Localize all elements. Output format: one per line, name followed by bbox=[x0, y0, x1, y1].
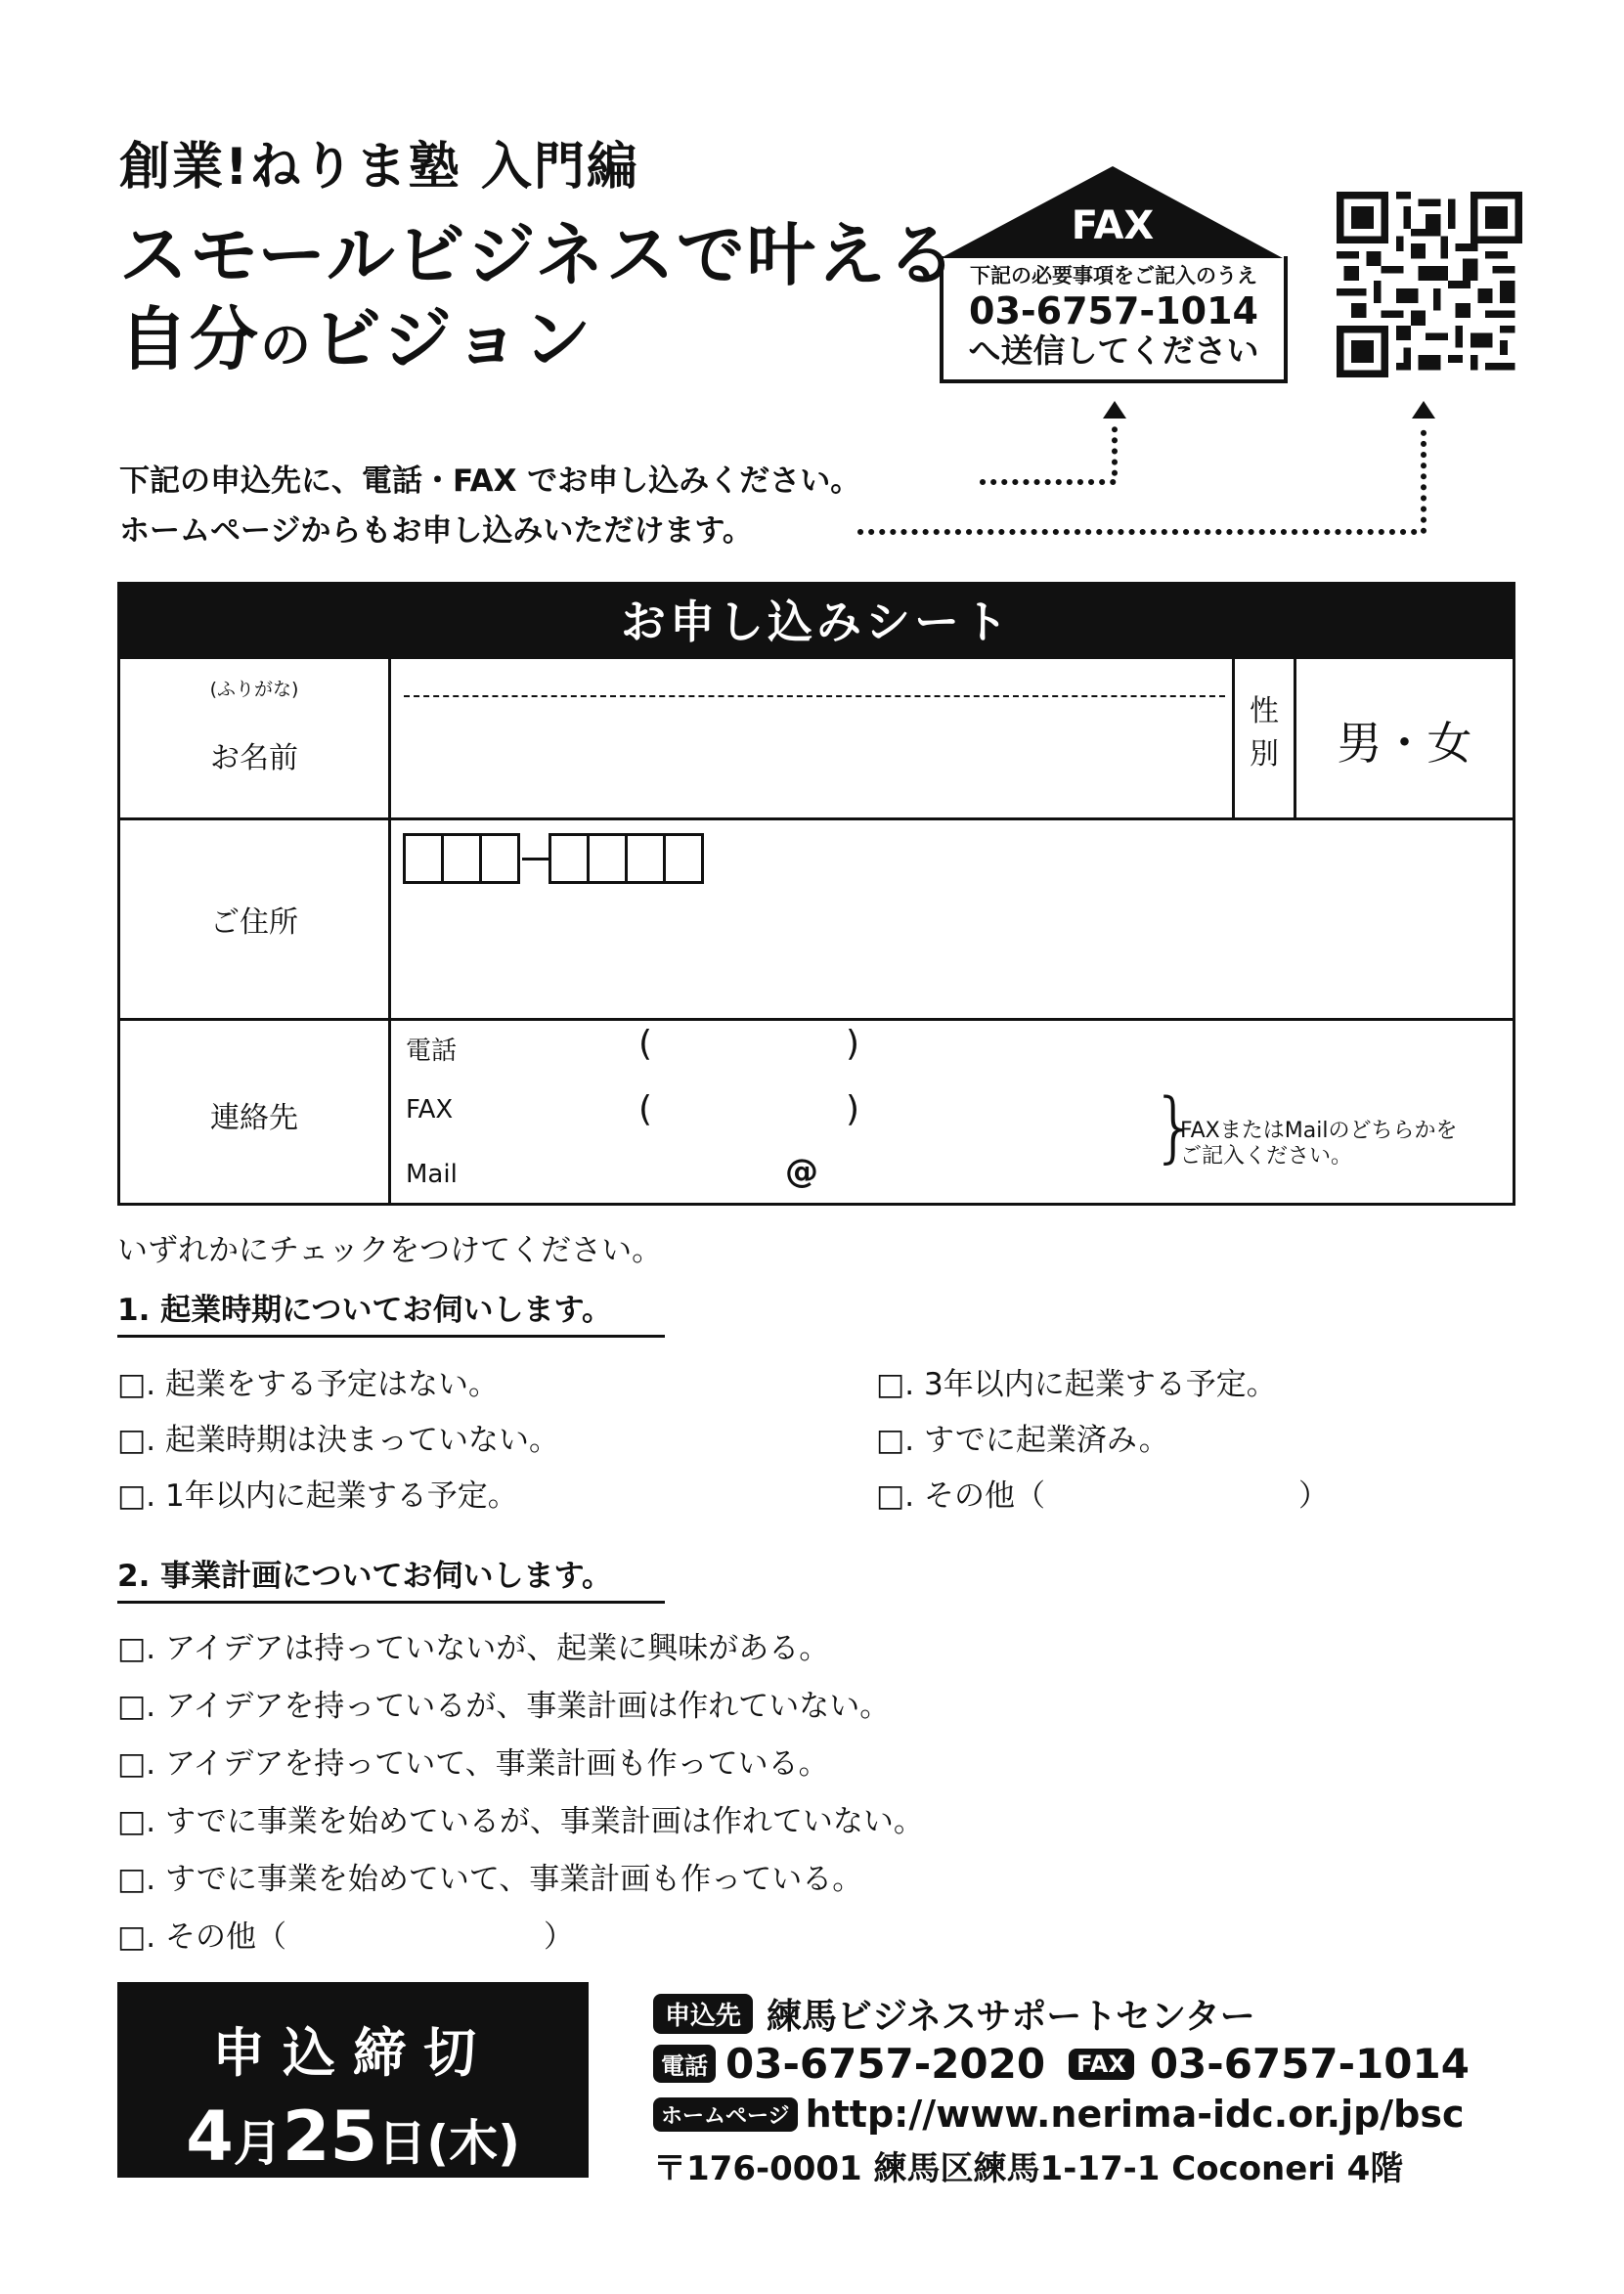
q2-option-2[interactable]: □. アイデアを持っているが、事業計画は作れていない。 bbox=[117, 1689, 891, 1724]
q1-option-2[interactable]: □. 起業時期は決まっていない。 bbox=[117, 1423, 559, 1458]
center-website-link[interactable]: http://www.nerima-idc.or.jp/bsc bbox=[805, 2093, 1465, 2136]
postal-box[interactable] bbox=[587, 833, 628, 884]
phone-label: 電話 bbox=[406, 1037, 458, 1066]
fax-tag: FAX bbox=[1069, 2049, 1134, 2080]
sub-title: 創業!ねりま塾 入門編 bbox=[119, 138, 639, 197]
gender-label-2: 別 bbox=[1250, 737, 1279, 772]
apply-row bbox=[653, 1989, 1255, 2039]
contact-label: 連絡先 bbox=[210, 1101, 298, 1135]
postal-box[interactable] bbox=[441, 833, 482, 884]
main-title-line-2-a: 自分 bbox=[119, 298, 260, 379]
address-label: ご住所 bbox=[210, 905, 298, 940]
row-divider-1 bbox=[120, 817, 1513, 820]
q1-option-6-close: ） bbox=[1298, 1478, 1329, 1514]
deadline-weekday: (木) bbox=[426, 2115, 520, 2172]
q1-option-1[interactable]: □. 起業をする予定はない。 bbox=[117, 1367, 499, 1402]
q1-option-6[interactable]: □. その他（ bbox=[876, 1478, 1045, 1514]
q1-option-4[interactable]: □. 3年以内に起業する予定。 bbox=[876, 1367, 1277, 1402]
web-row bbox=[653, 2093, 1465, 2136]
fax-input[interactable] bbox=[668, 1093, 840, 1132]
fax-callout-send: へ送信してください bbox=[968, 331, 1259, 370]
qr-code[interactable] bbox=[1337, 192, 1522, 377]
gender-choice[interactable]: 男・女 bbox=[1337, 717, 1472, 770]
q2-option-1[interactable]: □. アイデアは持っていないが、起業に興味がある。 bbox=[117, 1631, 830, 1666]
center-address: 〒176-0001 練馬区練馬1-17-1 Coconeri 4階 bbox=[653, 2149, 1404, 2188]
postal-box[interactable] bbox=[479, 833, 520, 884]
postal-dash bbox=[522, 858, 549, 860]
q2-option-3[interactable]: □. アイデアを持っていて、事業計画も作っている。 bbox=[117, 1746, 829, 1782]
contact-brace: } bbox=[1151, 1083, 1200, 1171]
phone-paren-close: ) bbox=[846, 1024, 860, 1064]
deadline-month: 4 bbox=[186, 2096, 234, 2177]
q1-option-5[interactable]: □. すでに起業済み。 bbox=[876, 1423, 1169, 1458]
q2-heading bbox=[117, 1551, 665, 1604]
postal-box[interactable] bbox=[403, 833, 444, 884]
fax-label: FAX bbox=[406, 1095, 454, 1125]
fax-callout-label: FAX bbox=[1071, 203, 1155, 248]
furigana-dashed-line bbox=[404, 695, 1225, 697]
contact-note-1: FAXまたはMailのどちらかを bbox=[1180, 1119, 1458, 1143]
main-title-line-2 bbox=[119, 297, 958, 388]
contact-note-2: ご記入ください。 bbox=[1180, 1144, 1353, 1169]
main-title bbox=[119, 213, 958, 388]
main-title-line-2-c: ビジョン bbox=[313, 298, 593, 379]
phone-fax-row bbox=[653, 2040, 1470, 2088]
deadline-date bbox=[117, 2096, 589, 2177]
phone-paren-open: ( bbox=[638, 1024, 653, 1064]
postal-box[interactable] bbox=[549, 833, 590, 884]
contact-note bbox=[1180, 1119, 1457, 1169]
apply-tag: 申込先 bbox=[653, 1994, 753, 2034]
phone-input[interactable] bbox=[668, 1031, 840, 1070]
dotted-arrow-to-fax bbox=[983, 422, 1115, 482]
name-input[interactable] bbox=[404, 702, 1225, 810]
address-input[interactable] bbox=[404, 896, 1499, 1011]
q2-option-4[interactable]: □. すでに事業を始めているが、事業計画は作れていない。 bbox=[117, 1804, 924, 1839]
q2-option-5[interactable]: □. すでに事業を始めていて、事業計画も作っている。 bbox=[117, 1862, 863, 1897]
deadline-label: 申込締切 bbox=[212, 2022, 494, 2084]
q1-heading-text: 1. 起業時期についてお伺いします。 bbox=[117, 1285, 665, 1338]
dotted-arrow-to-qr bbox=[860, 422, 1424, 532]
fax-paren-close: ) bbox=[846, 1089, 860, 1129]
intro-line-1: 下記の申込先に、電話・FAX でお申し込みください。 bbox=[119, 463, 861, 499]
deadline-day: 25 bbox=[282, 2096, 378, 2177]
application-sheet-heading: お申し込みシート bbox=[120, 585, 1513, 659]
gender-label bbox=[1235, 690, 1294, 776]
apply-name: 練馬ビジネスサポートセンター bbox=[767, 1997, 1255, 2037]
phone-tag: 電話 bbox=[653, 2045, 716, 2083]
postal-code-boxes[interactable] bbox=[406, 831, 704, 886]
name-label: お名前 bbox=[210, 741, 298, 775]
gender-label-1: 性 bbox=[1250, 694, 1279, 728]
postal-box[interactable] bbox=[625, 833, 666, 884]
furigana-label: (ふりがな) bbox=[209, 679, 299, 700]
fax-paren-open: ( bbox=[638, 1089, 653, 1129]
address-row bbox=[653, 2141, 1403, 2189]
postal-box[interactable] bbox=[663, 833, 704, 884]
intro-line-2: ホームページからもお申し込みいただけます。 bbox=[119, 513, 753, 549]
arrowhead-qr-icon bbox=[1412, 401, 1435, 419]
main-title-line-2-b: の bbox=[260, 316, 314, 375]
fax-callout-number: 03-6757-1014 bbox=[969, 289, 1258, 332]
center-fax[interactable]: 03-6757-1014 bbox=[1149, 2040, 1470, 2088]
q2-option-6-close: ） bbox=[544, 1919, 574, 1955]
fax-callout-note: 下記の必要事項をご記入のうえ bbox=[970, 264, 1257, 287]
web-tag: ホームページ bbox=[653, 2097, 798, 2132]
main-title-line-1: スモールビジネスで叶える bbox=[119, 214, 958, 295]
check-instruction: いずれかにチェックをつけてください。 bbox=[117, 1233, 663, 1268]
mail-label: Mail bbox=[406, 1160, 458, 1189]
deadline-day-unit: 日 bbox=[377, 2115, 427, 2172]
q2-option-6[interactable]: □. その他（ bbox=[117, 1919, 286, 1955]
q1-option-3[interactable]: □. 1年以内に起業する予定。 bbox=[117, 1478, 518, 1514]
application-sheet bbox=[117, 582, 1515, 1206]
fax-callout bbox=[939, 164, 1287, 385]
mail-input[interactable] bbox=[492, 1156, 1118, 1195]
fax-callout-box bbox=[940, 256, 1288, 383]
q2-heading-text: 2. 事業計画についてお伺いします。 bbox=[117, 1551, 665, 1604]
center-phone[interactable]: 03-6757-2020 bbox=[725, 2040, 1046, 2088]
arrowhead-fax-icon bbox=[1103, 401, 1126, 419]
mail-at-mark: @ bbox=[785, 1152, 818, 1191]
row-divider-2 bbox=[120, 1018, 1513, 1021]
label-column-divider bbox=[388, 659, 391, 1203]
deadline-box bbox=[117, 1982, 589, 2178]
q1-heading bbox=[117, 1285, 665, 1338]
deadline-month-unit: 月 bbox=[233, 2115, 283, 2172]
